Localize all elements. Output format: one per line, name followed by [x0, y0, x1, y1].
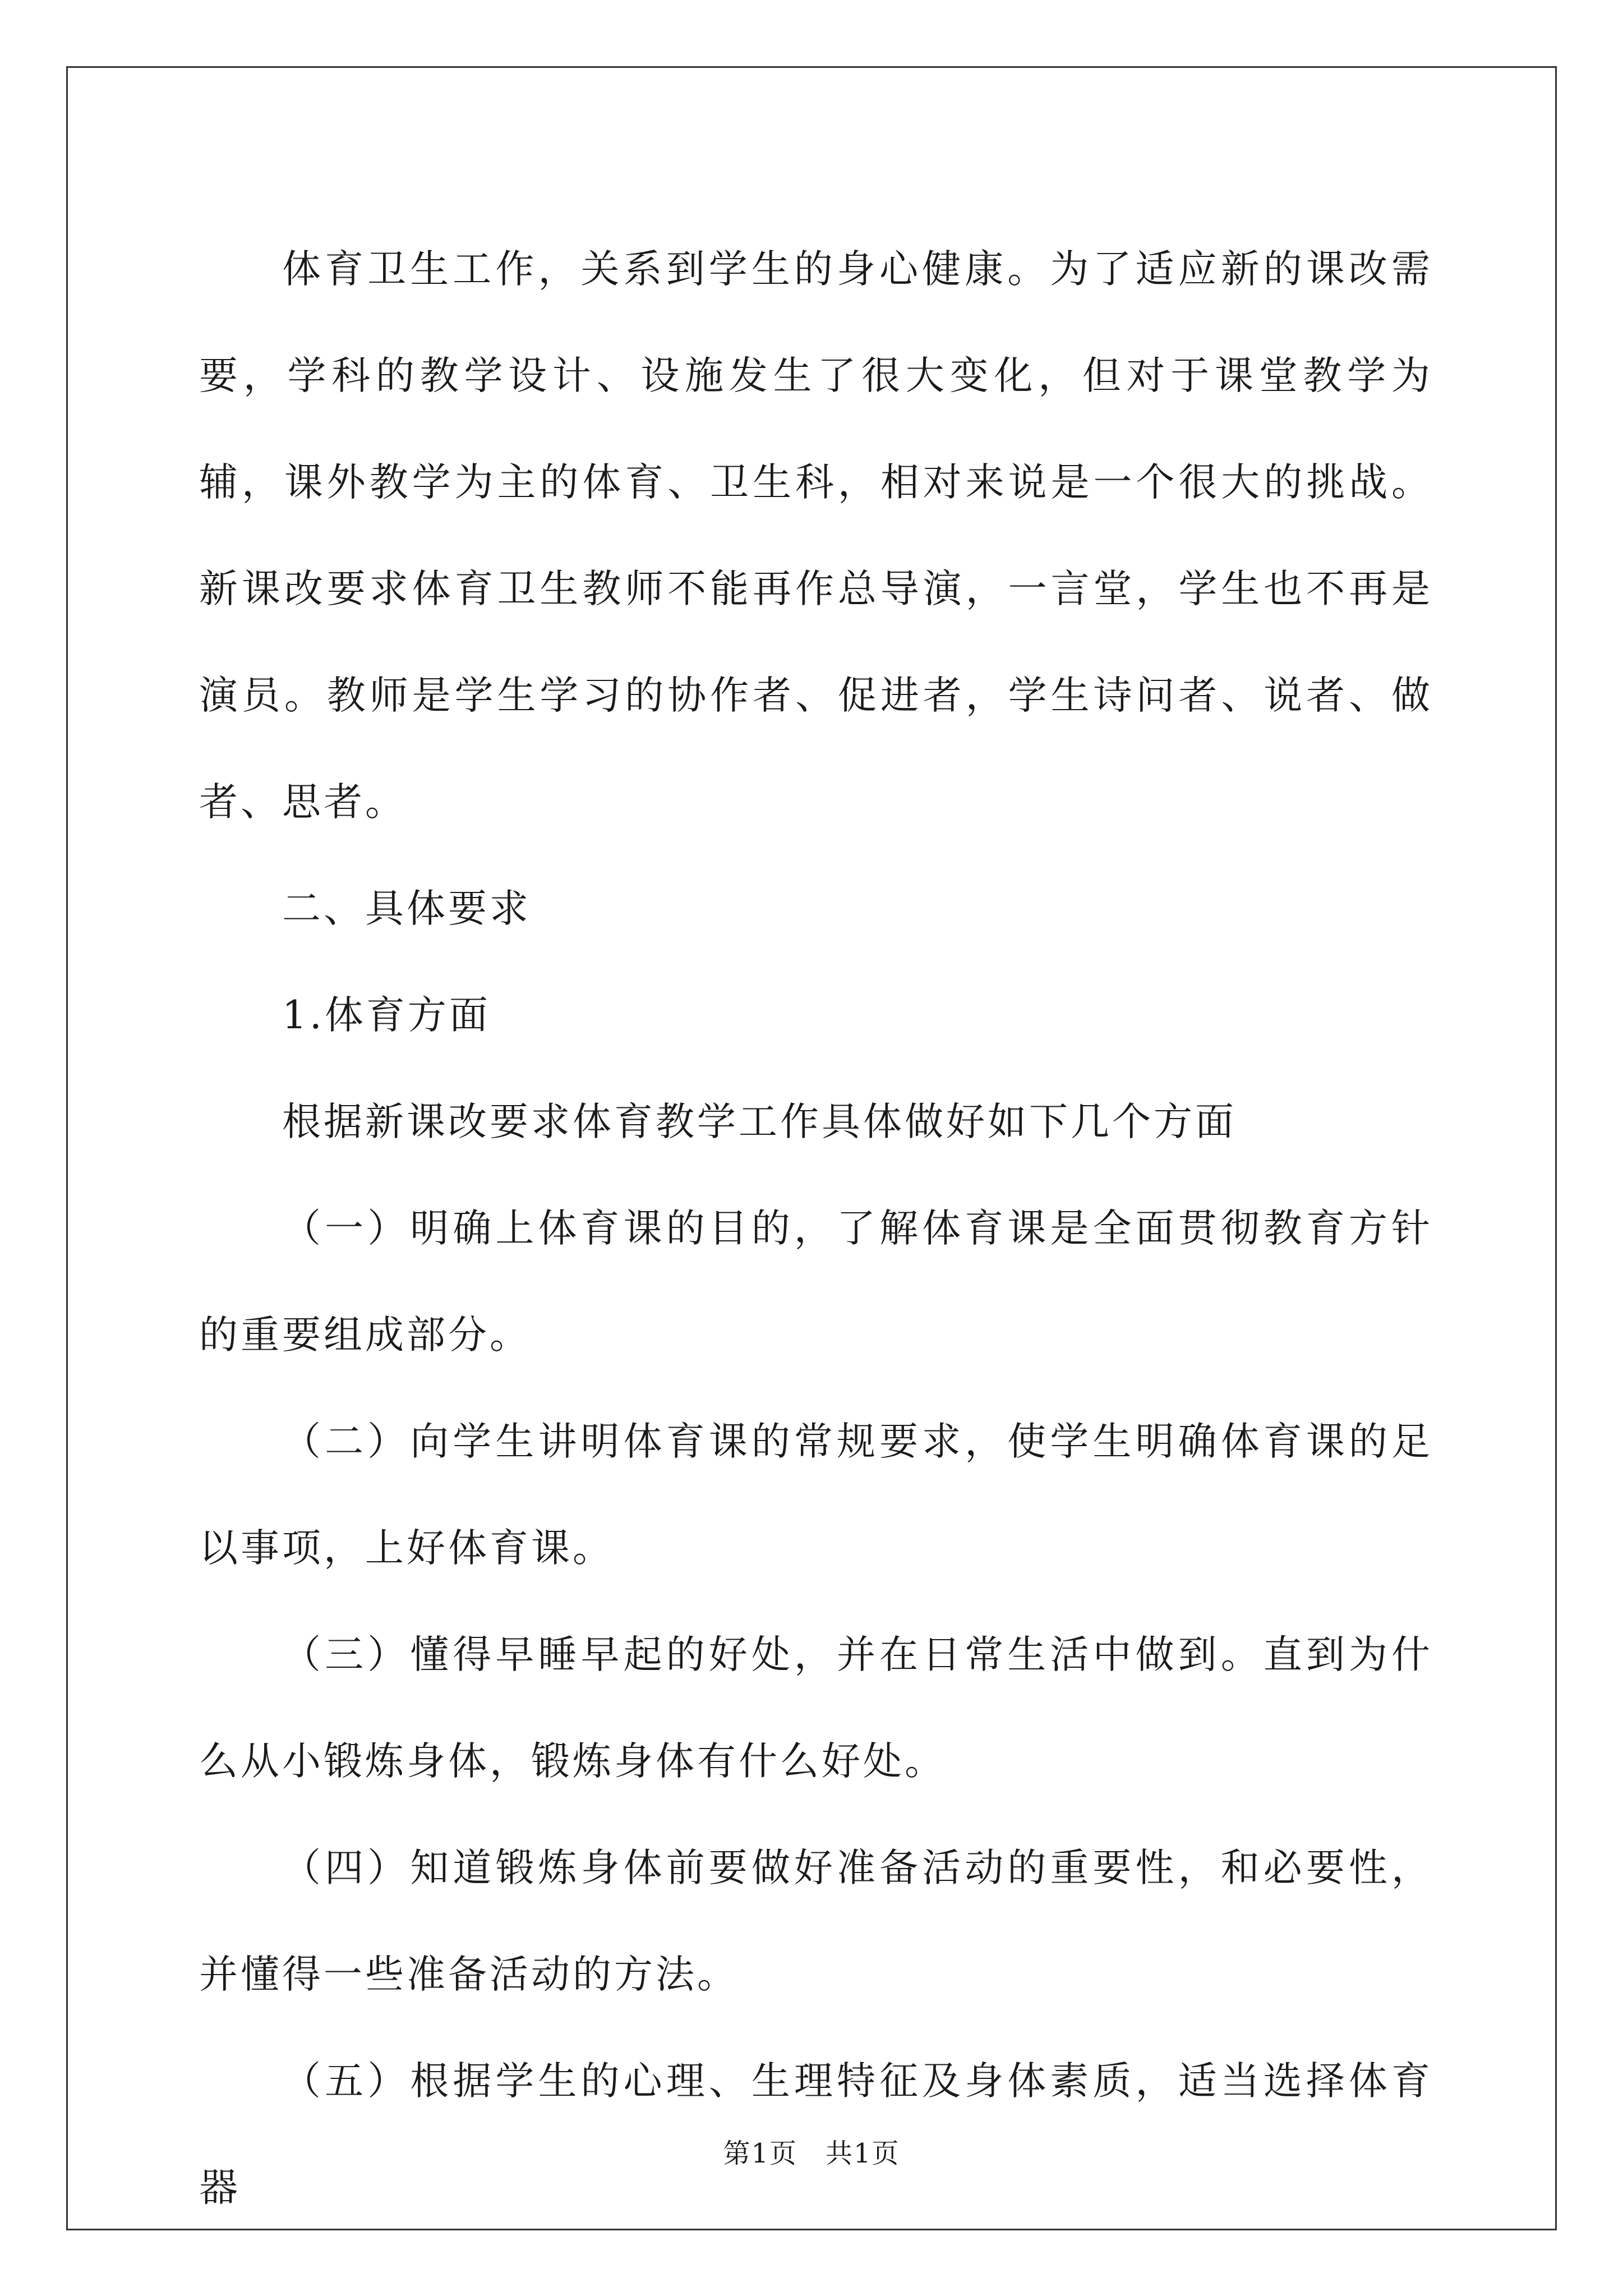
- list-item-3: （三）懂得早睡早起的好处，并在日常生活中做到。直到为什么从小锻炼身体，锻炼身体有什么好处。: [199, 1632, 1433, 1784]
- list-item-1: （一）明确上体育课的目的，了解体育课是全面贯彻教育方针的重要组成部分。: [199, 1206, 1433, 1358]
- list-item-2: （二）向学生讲明体育课的常规要求，使学生明确体育课的足以事项，上好体育课。: [199, 1419, 1433, 1571]
- list-item-5: （五）根据学生的心理、生理特征及身体素质，适当选择体育器: [199, 2059, 1433, 2210]
- page-footer: 第1页 共1页: [723, 2138, 900, 2169]
- list-item-4: （四）知道锻炼身体前要做好准备活动的重要性，和必要性，并懂得一些准备活动的方法。: [199, 1846, 1433, 1997]
- subsection-heading-pe: 1.体育方面: [282, 993, 491, 1038]
- paragraph-intro: 体育卫生工作，关系到学生的身心健康。为了适应新的课改需要，学科的教学设计、设施发生了很大变化，但对于课堂教学为辅，课外教学为主的体育、卫生科，相对来说是一个很大的挑战。新课改要求体育卫生教师不能再作总导演，一言堂，学生也不再是演员。教师是学生学习的协作者、促进者，学生诗问者、说者、做者、思者。: [199, 247, 1433, 825]
- paragraph-pe-intro: 根据新课改要求体育教学工作具体做好如下几个方面: [282, 1099, 1237, 1144]
- section-heading-requirements: 二、具体要求: [282, 886, 531, 931]
- document-body: [199, 216, 1433, 2241]
